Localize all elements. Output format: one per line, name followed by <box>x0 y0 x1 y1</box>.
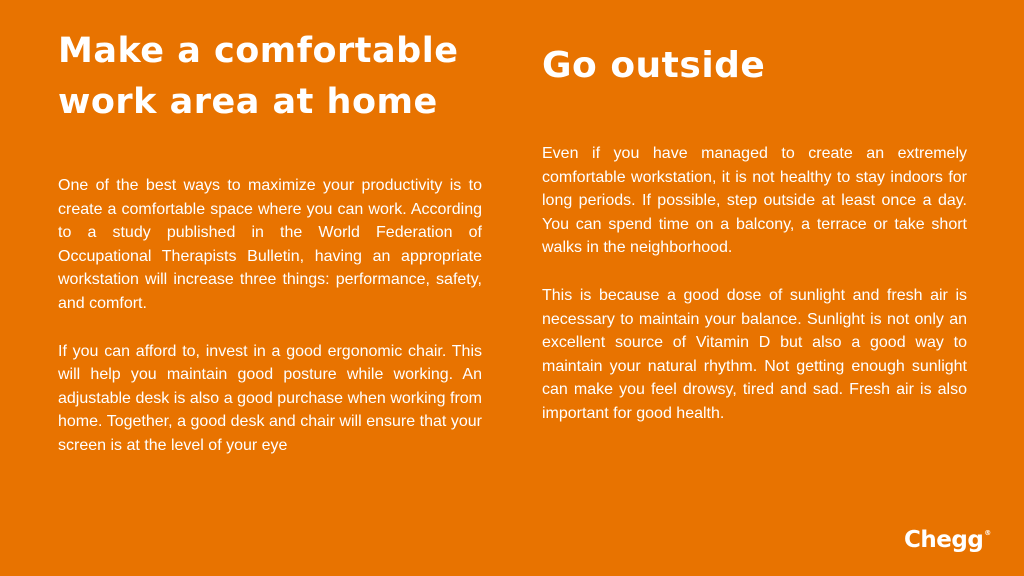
right-column <box>542 40 967 426</box>
left-heading: Make a comfortable work area at home <box>58 31 459 122</box>
right-paragraph-1: Even if you have managed to create an extremely comfortable workstation, it is not healthy to stay indoors for long periods. If possible, step outside at least once a day. You can spend time on a balcony, a terrace or take short walks in the neighborhood. <box>542 145 967 257</box>
logo-text: Chegg <box>904 527 984 553</box>
right-paragraph-2: This is because a good dose of sunlight and fresh air is necessary to maintain your balance. Sunlight is not only an excellent source of Vitamin D but also a good way to maintain your natural rhythm. Not getting enough sunlight can make you feel drowsy, tired and sad. Fresh air is also important for good health. <box>542 286 967 422</box>
registered-mark: ® <box>984 529 991 537</box>
right-heading: Go outside <box>542 45 766 86</box>
chegg-logo <box>904 527 991 553</box>
left-paragraph-1: One of the best ways to maximize your productivity is to create a comfortable space where you can work. According to a study published in the World Federation of Occupational Therapists Bulletin, having an appropriate workstation will increase three things: performance, safety, and comfort. <box>58 177 482 312</box>
left-column <box>58 26 482 458</box>
left-paragraph-2: If you can afford to, invest in a good ergonomic chair. This will help you maintain good posture while working. An adjustable desk is also a good purchase when working from home. Together, a good desk and chair will ensure that your screen is at the level of your eye <box>58 342 482 454</box>
